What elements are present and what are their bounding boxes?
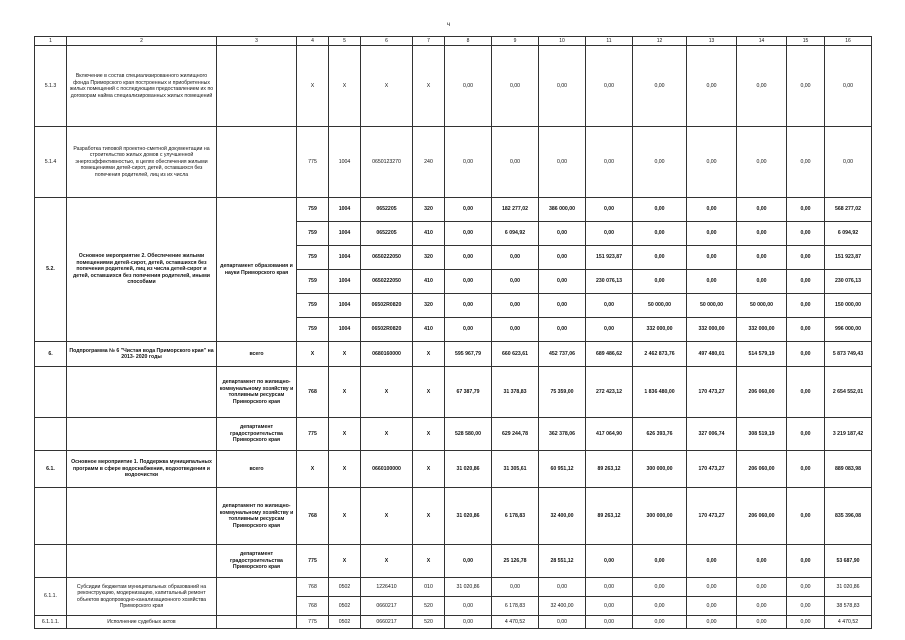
table-cell: 0,00 — [787, 294, 825, 318]
table-cell: 775 — [297, 545, 329, 578]
table-cell: 0,00 — [586, 222, 633, 246]
table-cell: Основное мероприятие 2. Обеспечение жилыми помещениями детей-сирот, детей, оставшихся без попечения родителей, лиц из числа детей-сирот и детей, оставшихся без попечения родителей, иными способами — [67, 198, 217, 342]
table-cell: 514 579,19 — [737, 342, 787, 367]
table-cell: 16 — [825, 37, 872, 46]
table-cell: 0,00 — [687, 597, 737, 616]
table-cell: 170 473,27 — [687, 488, 737, 545]
table-cell: 768 — [297, 597, 329, 616]
table-cell: 0,00 — [633, 127, 687, 198]
table-cell — [217, 46, 297, 127]
table-cell: 32 400,00 — [539, 488, 586, 545]
table-cell: 31 020,86 — [825, 578, 872, 597]
table-cell: 0,00 — [539, 246, 586, 270]
table-cell: 0,00 — [539, 578, 586, 597]
table-cell: 0,00 — [787, 367, 825, 418]
table-cell: 206 060,00 — [737, 451, 787, 488]
table-cell: X — [413, 46, 445, 127]
table-cell: 759 — [297, 246, 329, 270]
table-cell: 6 178,83 — [492, 488, 539, 545]
table-cell: 0,00 — [737, 578, 787, 597]
table-cell: 0,00 — [633, 616, 687, 629]
table-cell: 0,00 — [445, 318, 492, 342]
table-cell: 1 836 480,00 — [633, 367, 687, 418]
table-row — [35, 451, 872, 488]
table-cell: 6 094,92 — [825, 222, 872, 246]
table-cell: X — [413, 545, 445, 578]
table-cell: 996 000,00 — [825, 318, 872, 342]
table-cell: 629 244,78 — [492, 418, 539, 451]
table-cell: X — [329, 46, 361, 127]
table-cell: 0660100000 — [361, 451, 413, 488]
table-cell: X — [329, 545, 361, 578]
table-cell: 206 060,00 — [737, 488, 787, 545]
table-cell: 0,00 — [787, 545, 825, 578]
table-cell: 0,00 — [633, 46, 687, 127]
table-row — [35, 488, 872, 545]
table-cell: 410 — [413, 270, 445, 294]
table-cell — [217, 578, 297, 616]
table-cell: 1 — [35, 37, 67, 46]
table-row — [35, 198, 872, 222]
table-cell: 0,00 — [737, 246, 787, 270]
table-cell: Разработка типовой проектно-сметной документации на строительство жилых домов с улучшенной энергоэффективностью, в целях обеспечения жилыми помещениями детей-сирот, детей, оставшихся без попечения родителей, лиц из их числа — [67, 127, 217, 198]
table-cell: 6.1. — [35, 451, 67, 488]
table-cell: 835 396,08 — [825, 488, 872, 545]
table-cell: 5.1.3 — [35, 46, 67, 127]
table-cell — [67, 545, 217, 578]
table-cell: 0,00 — [687, 270, 737, 294]
table-cell: 759 — [297, 294, 329, 318]
table-cell: 89 263,12 — [586, 488, 633, 545]
table-cell: 1004 — [329, 222, 361, 246]
table-cell: X — [329, 367, 361, 418]
table-cell: 300 000,00 — [633, 451, 687, 488]
table-cell: 1004 — [329, 318, 361, 342]
table-cell: 0660217 — [361, 597, 413, 616]
table-cell: 6 094,92 — [492, 222, 539, 246]
table-cell: 660 623,61 — [492, 342, 539, 367]
table-cell: X — [413, 451, 445, 488]
table-cell: 568 277,02 — [825, 198, 872, 222]
table-cell: 0,00 — [445, 545, 492, 578]
table-cell: 0650222050 — [361, 246, 413, 270]
table-cell — [35, 418, 67, 451]
table-cell: 0,00 — [687, 545, 737, 578]
table-cell: 0,00 — [737, 46, 787, 127]
table-cell: 5 873 749,43 — [825, 342, 872, 367]
table-cell: 759 — [297, 198, 329, 222]
table-cell: 3 219 187,42 — [825, 418, 872, 451]
table-cell: 50 000,00 — [633, 294, 687, 318]
table-cell: 1004 — [329, 294, 361, 318]
table-cell: 60 951,12 — [539, 451, 586, 488]
table-cell: 768 — [297, 578, 329, 597]
table-cell: 0,00 — [539, 318, 586, 342]
table-cell: 2 462 873,76 — [633, 342, 687, 367]
table-cell: 150 000,00 — [825, 294, 872, 318]
table-cell: 4 — [297, 37, 329, 46]
budget-table — [34, 36, 872, 629]
table-cell: 332 000,00 — [633, 318, 687, 342]
table-cell: 0,00 — [787, 597, 825, 616]
table-cell: 0,00 — [737, 616, 787, 629]
table-cell: 0,00 — [687, 578, 737, 597]
table-cell: 31 020,86 — [445, 451, 492, 488]
table-cell: 28 551,12 — [539, 545, 586, 578]
table-cell: X — [329, 488, 361, 545]
table-cell: 0,00 — [633, 198, 687, 222]
table-cell: 0,00 — [539, 270, 586, 294]
table-cell: 775 — [297, 127, 329, 198]
table-cell: 0502 — [329, 578, 361, 597]
table-row — [35, 127, 872, 198]
table-cell: 0,00 — [787, 578, 825, 597]
table-cell: 0,00 — [633, 246, 687, 270]
table-cell: 32 400,00 — [539, 597, 586, 616]
table-cell: 0,00 — [539, 46, 586, 127]
table-cell: департамент градостроительства Приморского края — [217, 545, 297, 578]
table-cell: 595 967,79 — [445, 342, 492, 367]
table-cell: 50 000,00 — [737, 294, 787, 318]
table-cell: 332 000,00 — [687, 318, 737, 342]
table-cell: 240 — [413, 127, 445, 198]
table-cell: 0,00 — [787, 270, 825, 294]
table-cell: 0,00 — [586, 616, 633, 629]
table-cell: 53 687,90 — [825, 545, 872, 578]
table-cell: 1226410 — [361, 578, 413, 597]
table-row — [35, 418, 872, 451]
table-cell: 8 — [445, 37, 492, 46]
table-cell: 0,00 — [586, 127, 633, 198]
table-cell: 0,00 — [787, 451, 825, 488]
table-cell: 0,00 — [737, 270, 787, 294]
table-cell: департамент по жилищно-коммунальному хозяйству и топливным ресурсам Приморского края — [217, 367, 297, 418]
table-cell: 5.1.4 — [35, 127, 67, 198]
table-cell: Исполнение судебных актов — [67, 616, 217, 629]
table-cell: Субсидии бюджетам муниципальных образований на реконструкцию, модернизацию, капитальный ремонт объектов водопроводно-канализационного хозяйства Приморского края — [67, 578, 217, 616]
table-cell: 0,00 — [492, 127, 539, 198]
table-cell: 14 — [737, 37, 787, 46]
table-cell: 0,00 — [586, 198, 633, 222]
table-cell: 0,00 — [737, 597, 787, 616]
table-row — [35, 545, 872, 578]
table-cell: 528 580,00 — [445, 418, 492, 451]
table-cell: 759 — [297, 270, 329, 294]
table-cell: 06502R0820 — [361, 318, 413, 342]
table-cell: 170 473,27 — [687, 451, 737, 488]
table-cell: 0,00 — [445, 597, 492, 616]
table-row — [35, 578, 872, 597]
table-cell: 0,00 — [586, 294, 633, 318]
table-cell: 0,00 — [445, 616, 492, 629]
table-cell: 0,00 — [633, 545, 687, 578]
table-cell: 5.2. — [35, 198, 67, 342]
table-cell: 2 — [67, 37, 217, 46]
table-cell: 0,00 — [787, 616, 825, 629]
table-cell: 1004 — [329, 270, 361, 294]
table-cell: X — [361, 545, 413, 578]
table-cell: 768 — [297, 367, 329, 418]
table-cell: X — [297, 451, 329, 488]
table-cell: 0,00 — [586, 46, 633, 127]
table-cell: 0,00 — [787, 222, 825, 246]
table-cell: 0,00 — [737, 198, 787, 222]
table-cell: 0,00 — [539, 294, 586, 318]
table-cell: Подпрограмма № 6 "Чистая вода Приморского края" на 2013- 2020 годы — [67, 342, 217, 367]
table-cell: 0,00 — [586, 545, 633, 578]
table-cell: 0652205 — [361, 198, 413, 222]
table-cell: 10 — [539, 37, 586, 46]
table-cell: 75 359,00 — [539, 367, 586, 418]
table-cell: X — [413, 367, 445, 418]
table-cell: 768 — [297, 488, 329, 545]
table-cell: 0650123270 — [361, 127, 413, 198]
table-cell: 38 578,83 — [825, 597, 872, 616]
table-cell: 320 — [413, 246, 445, 270]
table-cell: X — [329, 451, 361, 488]
table-cell: 0,00 — [539, 616, 586, 629]
table-cell: 410 — [413, 318, 445, 342]
table-row — [35, 46, 872, 127]
table-cell: 182 277,02 — [492, 198, 539, 222]
table-cell: 0,00 — [492, 578, 539, 597]
table-cell: 0,00 — [687, 246, 737, 270]
table-cell: 67 387,79 — [445, 367, 492, 418]
table-cell — [217, 127, 297, 198]
table-cell: X — [361, 418, 413, 451]
table-cell: 520 — [413, 597, 445, 616]
table-cell: 6.1.1.1. — [35, 616, 67, 629]
table-cell: департамент по жилищно-коммунальному хозяйству и топливным ресурсам Приморского края — [217, 488, 297, 545]
table-cell: 6 — [361, 37, 413, 46]
table-cell: 332 000,00 — [737, 318, 787, 342]
table-cell: 0,00 — [492, 246, 539, 270]
table-cell: X — [297, 342, 329, 367]
table-cell: 759 — [297, 222, 329, 246]
table-cell: 0,00 — [445, 127, 492, 198]
table-cell: 0,00 — [737, 222, 787, 246]
table-cell: 6.1.1. — [35, 578, 67, 616]
table-cell: 4 470,52 — [825, 616, 872, 629]
table-cell: 775 — [297, 418, 329, 451]
table-row — [35, 616, 872, 629]
table-cell: 6 178,83 — [492, 597, 539, 616]
table-cell: 417 064,90 — [586, 418, 633, 451]
table-cell: 0,00 — [445, 198, 492, 222]
table-cell: 327 006,74 — [687, 418, 737, 451]
table-cell: 0,00 — [445, 246, 492, 270]
table-cell: 0650222050 — [361, 270, 413, 294]
table-cell: 9 — [492, 37, 539, 46]
table-cell: 452 737,06 — [539, 342, 586, 367]
table-cell: всего — [217, 451, 297, 488]
table-cell: 0,00 — [633, 270, 687, 294]
table-cell: 0,00 — [445, 270, 492, 294]
table-row — [35, 342, 872, 367]
table-cell: 0,00 — [586, 318, 633, 342]
table-cell: 11 — [586, 37, 633, 46]
table-cell: 386 000,00 — [539, 198, 586, 222]
table-cell: 0502 — [329, 616, 361, 629]
table-cell: 0660217 — [361, 616, 413, 629]
table-cell: 5 — [329, 37, 361, 46]
table-cell: 151 923,87 — [586, 246, 633, 270]
table-cell: 1004 — [329, 198, 361, 222]
table-cell: 0,00 — [633, 578, 687, 597]
table-cell: 89 263,12 — [586, 451, 633, 488]
table-cell: 230 076,13 — [825, 270, 872, 294]
table-cell: 4 470,52 — [492, 616, 539, 629]
table-cell: 0,00 — [787, 46, 825, 127]
table-cell: 0,00 — [737, 545, 787, 578]
table-cell: 626 393,76 — [633, 418, 687, 451]
table-cell: 3 — [217, 37, 297, 46]
table-cell: 497 480,01 — [687, 342, 737, 367]
table-cell — [67, 367, 217, 418]
table-cell: 320 — [413, 198, 445, 222]
table-cell: 0,00 — [787, 246, 825, 270]
table-cell: 0,00 — [825, 46, 872, 127]
table-cell: 0,00 — [633, 222, 687, 246]
table-cell: 0,00 — [445, 294, 492, 318]
table-cell: 0,00 — [687, 616, 737, 629]
table-cell: 0502 — [329, 597, 361, 616]
table-cell: 13 — [687, 37, 737, 46]
table-cell: 0,00 — [586, 597, 633, 616]
table-cell: 31 305,61 — [492, 451, 539, 488]
table-cell: 0,00 — [539, 222, 586, 246]
table-cell — [35, 545, 67, 578]
table-cell: 0,00 — [787, 488, 825, 545]
table-cell — [35, 367, 67, 418]
table-cell: 0,00 — [825, 127, 872, 198]
table-cell: 010 — [413, 578, 445, 597]
table-cell: 0,00 — [687, 127, 737, 198]
table-cell: 0680160000 — [361, 342, 413, 367]
table-cell — [67, 488, 217, 545]
table-cell: 320 — [413, 294, 445, 318]
table-cell: 206 060,00 — [737, 367, 787, 418]
table-cell: 170 473,27 — [687, 367, 737, 418]
table-cell: Основное мероприятие 1. Поддержка муниципальных программ в сфере водоснабжения, водоотведения и водоочистки — [67, 451, 217, 488]
table-cell: 0,00 — [492, 46, 539, 127]
table-cell: 25 126,78 — [492, 545, 539, 578]
table-cell: 1004 — [329, 246, 361, 270]
table-cell: Включение в состав специализированного жилищного фонда Приморского края построенных и приобретенных жилых помещений с последующим предоставлением их по договорам найма специализированных жилых помещений — [67, 46, 217, 127]
table-cell: X — [413, 342, 445, 367]
table-cell: 0,00 — [633, 597, 687, 616]
table-cell — [67, 418, 217, 451]
table-cell: 410 — [413, 222, 445, 246]
table-cell: 31 020,86 — [445, 488, 492, 545]
table-cell: 272 423,12 — [586, 367, 633, 418]
table-cell — [35, 488, 67, 545]
table-cell: 0,00 — [787, 198, 825, 222]
table-cell: 151 923,87 — [825, 246, 872, 270]
table-cell: 308 519,19 — [737, 418, 787, 451]
table-cell: 7 — [413, 37, 445, 46]
table-cell: X — [297, 46, 329, 127]
table-cell: 0,00 — [539, 127, 586, 198]
table-cell: 689 486,62 — [586, 342, 633, 367]
table-cell: 0,00 — [737, 127, 787, 198]
table-cell: 0,00 — [787, 342, 825, 367]
table-cell: 0,00 — [492, 270, 539, 294]
table-cell: 300 000,00 — [633, 488, 687, 545]
table-cell: X — [329, 418, 361, 451]
table-cell: X — [361, 488, 413, 545]
table-cell: 0,00 — [687, 46, 737, 127]
table-cell: 889 083,98 — [825, 451, 872, 488]
table-cell: 0,00 — [787, 318, 825, 342]
table-cell: 0,00 — [687, 222, 737, 246]
table-cell: 0,00 — [492, 318, 539, 342]
table-cell: 230 076,13 — [586, 270, 633, 294]
table-cell: 31 378,83 — [492, 367, 539, 418]
table-cell: 362 378,06 — [539, 418, 586, 451]
table-cell: 0,00 — [787, 418, 825, 451]
table-cell: 0652205 — [361, 222, 413, 246]
table-cell: X — [329, 342, 361, 367]
table-cell: 775 — [297, 616, 329, 629]
table-cell: 50 000,00 — [687, 294, 737, 318]
table-cell: 12 — [633, 37, 687, 46]
table-cell: X — [413, 488, 445, 545]
table-cell: 759 — [297, 318, 329, 342]
table-cell: 06502R0820 — [361, 294, 413, 318]
header-row — [35, 37, 872, 46]
table-cell: всего — [217, 342, 297, 367]
table-cell — [217, 616, 297, 629]
table-cell: 15 — [787, 37, 825, 46]
table-cell: X — [361, 367, 413, 418]
table-cell: 0,00 — [445, 222, 492, 246]
table-cell: 520 — [413, 616, 445, 629]
table-cell: 0,00 — [586, 578, 633, 597]
table-cell: X — [413, 418, 445, 451]
table-cell: 2 654 552,01 — [825, 367, 872, 418]
table-cell: 0,00 — [787, 127, 825, 198]
table-row — [35, 367, 872, 418]
table-cell: 0,00 — [687, 198, 737, 222]
table-cell: 0,00 — [492, 294, 539, 318]
page-mark: ч — [447, 22, 451, 28]
table-cell: 0,00 — [445, 46, 492, 127]
table-cell: X — [361, 46, 413, 127]
table-cell: 1004 — [329, 127, 361, 198]
table-cell: 31 020,86 — [445, 578, 492, 597]
table-cell: 6. — [35, 342, 67, 367]
table-cell: департамент образования и науки Приморского края — [217, 198, 297, 342]
table-cell: департамент градостроительства Приморского края — [217, 418, 297, 451]
